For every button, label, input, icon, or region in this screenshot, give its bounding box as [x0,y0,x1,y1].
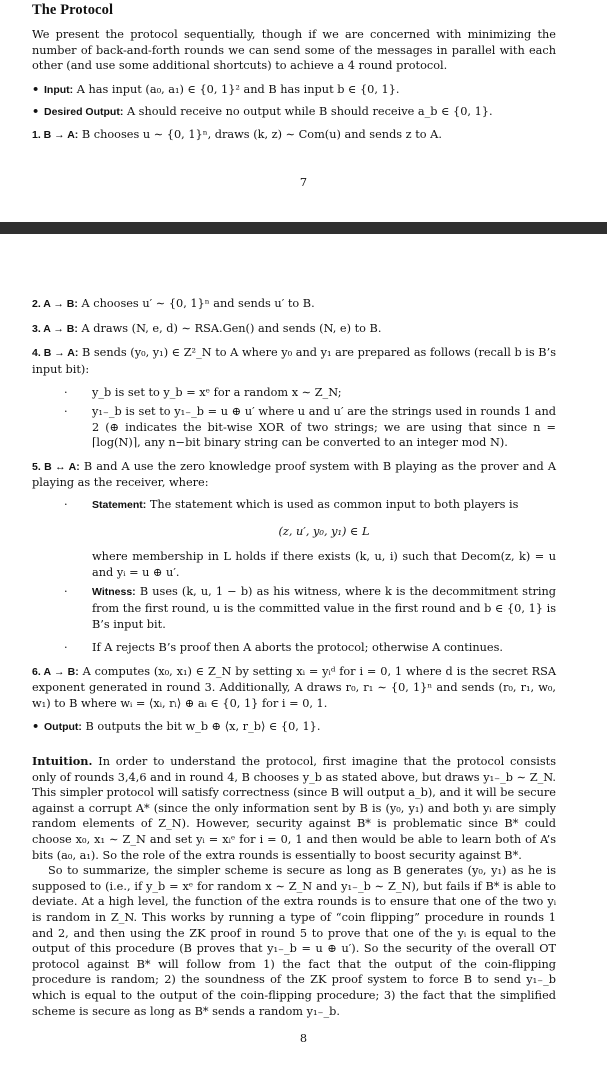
page-7-body [32,27,556,144]
step-4-text: B sends (y₀, y₁) ∈ Z²_N to A where y₀ and y₁ are prepared as follows (recall b is B’s input bit): [32,346,556,376]
step-6-text: A computes (x₀, x₁) ∈ Z_N by setting xᵢ = yᵢᵈ for i = 0, 1 where d is the secret RSA exponent generated in round 3. Additionally, A draws r₀, r₁ ∼ {0, 1}ⁿ and sends (r₀, r₁, w₀, w₁) to B where wᵢ = ⟨xᵢ, rᵢ⟩ ⊕ aᵢ ∈ {0, 1} for i = 0, 1. [32,664,557,710]
step-6-label: 6. A → B: [32,665,79,678]
step-2-text: A chooses u′ ∼ {0, 1}ⁿ and sends u′ to B. [81,297,315,310]
input-text: A has input (a₀, a₁) ∈ {0, 1}² and B has input b ∈ {0, 1}. [76,82,400,96]
step-1 [32,127,556,144]
page-number-7: 7 [299,176,308,189]
page-8 [0,234,607,1065]
input-item [32,82,556,99]
step-1-text: B chooses u ∼ {0, 1}ⁿ, draws (k, z) ∼ Com(u) and sends z to A. [81,127,442,141]
input-label: Input: [44,83,74,96]
step-5-text: B and A use the zero knowledge proof system with B playing as the prover and A playing as the receiver, where: [32,459,556,490]
step-6 [32,664,556,712]
sub-bullet-icon: · [64,641,68,655]
step-4-sub-2-text: y₁₋_b is set to y₁₋_b = u ⊕ u′ where u and u′ are the strings used in rounds 1 and 2 (⊕ indicates the bit-wise XOR of two strings; we are using that since n = ⌈log(N)⌉, any n−bit binary string can be converted to an integer mod N). [92,404,556,450]
page-7 [0,0,607,218]
step-2 [32,296,556,313]
step-5-label: 5. B ↔ A: [32,460,80,473]
sub-bullet-icon: · [64,404,68,418]
statement-where-text: where membership in L holds if there exists (k, u, i) such that Decom(z, k) = u and yᵢ = u ⊕ u′. [92,550,556,579]
page-number-8: 8 [299,1032,308,1045]
witness-label: Witness: [92,586,136,599]
step-3-text: A draws (N, e, d) ∼ RSA.Gen() and sends (N, e) to B. [81,321,382,335]
bullet-icon: • [32,104,40,119]
bullet-icon: • [32,81,40,96]
intuition-label: Intuition. [32,754,93,769]
intuition-paragraph-2: So to summarize, the simpler scheme is secure as long as B generates (y₀, y₁) as he is supposed to (i.e., if y_b = xᵉ for random x ∼ Z_N and y₁₋_b ∼ Z_N), but fails if B* is able to deviate. At a high level, the function of the extra rounds is to ensure that one of the two yᵢ is random in Z_N. This works by running a type of “coin flipping” procedure in rounds 1 and 2, and then using the ZK proof in round 5 to prove that one of the yᵢ is equal to the output of this procedure (B proves that y₁₋_b = u ⊕ u′). So the security of the overall OT protocol against B* will follow from 1) the fact that the output of the coin-flipping procedure is random; 2) the soundness of the ZK proof system to force B to send y₁₋_b which is equal to the output of the coin-flipping procedure; 3) the fact that the simplified scheme is secure as long as B* sends a random y₁₋_b. [32,864,556,1018]
desired-output-item [32,104,556,121]
step-1-label: 1. B → A: [32,128,79,141]
intuition-paragraph-1 [32,754,556,863]
statement-item [32,497,556,514]
step-3-label: 3. A → B: [32,322,78,335]
step-4-sub-1-text: y_b is set to y_b = xᵉ for a random x ∼ Z_N; [92,386,342,400]
reject-text: If A rejects B’s proof then A aborts the protocol; otherwise A continues. [92,641,504,655]
step-3 [32,321,556,338]
page-separator [0,218,607,234]
step-5 [32,459,556,491]
statement-formula: (z, u′, y₀, y₁) ∈ L [278,524,370,538]
witness-item [32,584,556,632]
desired-output-text: A should receive no output while B should receive a_b ∈ {0, 1}. [126,105,493,119]
sub-bullet-icon: · [64,497,68,511]
step-4-sub-1 [32,385,556,401]
page-8-body [32,296,556,1019]
statement-label: Statement: [92,498,147,511]
reject-item [32,640,556,656]
output-label: Output: [44,721,82,734]
section-heading: The Protocol [32,2,114,18]
step-2-label: 2. A → B: [32,298,78,310]
desired-output-label: Desired Output: [44,106,124,119]
output-text: B outputs the bit w_b ⊕ ⟨x, r_b⟩ ∈ {0, 1}. [85,720,321,734]
output-item [32,719,556,736]
witness-text: B uses (k, u, 1 − b) as his witness, where k is the decommitment string from the first round, u is the committed value in the first round and b ∈ {0, 1} is B’s input bit. [92,585,557,631]
sub-bullet-icon: · [64,386,68,400]
statement-text: The statement which is used as common input to both players is [149,497,519,511]
step-4-label: 4. B → A: [32,347,79,360]
intro-paragraph: We present the protocol sequentially, though if we are concerned with minimizing the number of back-and-forth rounds we can send some of the messages in parallel with each other (and use some additional shortcuts) to achieve a 4 round protocol. [32,28,556,73]
step-4-sub-2 [32,404,556,451]
intuition-text-1: In order to understand the protocol, first imagine that the protocol consists only of rounds 3,4,6 and in round 4, B chooses y_b as stated above, but draws y₁₋_b ∼ Z_N. This simpler protocol will satisfy correctness (since B will output a_b), and it will be secure against a corrupt A* (since the only information sent by B is (y₀, y₁) and both yᵢ are simply random elements of Z_N). However, security against B* is problematic since B* could choose x₀, x₁ ∼ Z_N and set yᵢ = xᵢᵉ for i = 0, 1 and then would be able to learn both of A’s bits (a₀, a₁). So the role of the extra rounds is essentially to boost security against B*. [32,755,556,862]
statement-where [32,549,556,580]
step-4 [32,345,556,377]
bullet-icon: • [32,719,40,734]
sub-bullet-icon: · [64,585,68,599]
